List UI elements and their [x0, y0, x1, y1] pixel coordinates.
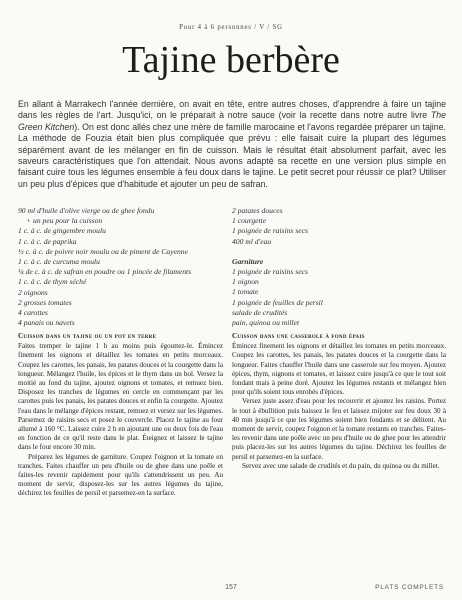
ingredients-list-right [232, 206, 446, 328]
garniture-heading: Garniture [232, 256, 264, 266]
ingredient-item: ½ c. à c. de poivre noir moulu ou de piment de Cayenne [18, 246, 188, 256]
ingredient-item: 1 c. à c. de thym séché [18, 277, 87, 287]
ingredient-item: 2 grosses tomates [18, 297, 72, 307]
method-tajine-paragraph: Préparez les légumes de garniture. Coupez l'oignon et la tomate en tranches. Faites chauffer un peu d'huile ou de ghee dans une poêle et faites-les revenir rapidement pour qu'ils s'attendrissent un peu. Au moment de servir, disposez-les sur les autres légumes du tajine, déchirez les feuilles de persil et parsemez-en la surface. [18, 452, 223, 498]
page-number: 157 [225, 584, 237, 591]
method-casserole-paragraph: Émincez finement les oignons et détaillez les tomates en petits morceaux. Coupez les carottes, les panais, les patates douces et la courgette dans la longueur. Faites chauffer l'huile dans une casserole sur feu moyen. Ajoutez épices, thym, oignons et tomates, et laissez cuire jusqu'à ce que le tout soit fondant mais à peine doré. Ajoutez les légumes restants et mélangez bien pour qu'ils soient tous enrobés d'épices. [232, 342, 446, 397]
ingredient-item: 1 poignée de raisins secs [232, 226, 308, 236]
ingredient-item: 1 courgette [232, 216, 267, 226]
ingredient-item: 400 ml d'eau [232, 236, 272, 246]
method-tajine [18, 332, 223, 499]
ingredient-item: 4 panais ou navets [18, 318, 75, 328]
method-tajine-heading: Cuisson dans un tajine ou un pot en terre [18, 332, 157, 340]
ingredient-item: 1 c. à c. de paprika [18, 236, 77, 246]
servings-meta: Pour 4 à 6 personnes / V / SG [179, 24, 283, 31]
ingredient-item: 4 carottes [18, 308, 48, 318]
method-casserole-heading: Cuisson dans une casserole à fond épais [232, 332, 365, 340]
intro-book-title: The Green Kitchen [18, 110, 446, 132]
ingredient-item: 2 patates douces [232, 206, 283, 215]
intro-text-part1: En allant à Marrakech l'année dernière, on avait en tête, entre autres choses, d'apprendre à faire un tajine dans les règles de l'art. Jusqu'ici, on le préparait à notre sauce (voir la recette dans notre autre livre [18, 99, 446, 121]
ingredient-item: 1 c. à c. de curcuma moulu [18, 257, 100, 267]
intro-text-part2: ). On est donc allés chez une mère de famille marocaine et l'avons regardée préparer un tajine. La méthode de Fouzia était bien plus compliquée que prévu : elle faisait cuire la plupart des légumes séparément avant de les mélanger en fin de cuisson. Mais le résultat était absolument parfait, avec les saveurs caractéristiques que l'on attendait. Nous avons adapté sa recette en une version plus simple en faisant cuire tous les légumes ensemble à feu doux dans le tajine. Le petit secret pour réussir ce plat? Utiliser un peu plus d'épices que d'habitude et ajouter un peu de safran. [18, 121, 446, 189]
garniture-item: 1 poignée de feuilles de persil [232, 297, 323, 307]
garniture-item: 1 oignon [232, 277, 259, 287]
method-casserole [232, 332, 446, 471]
recipe-title: Tajine berbère [122, 39, 340, 81]
garniture-item: 1 tomate [232, 287, 259, 297]
ingredient-item: 2 oignons [18, 287, 48, 297]
method-tajine-paragraph: Faites tremper le tajine 1 h au moins puis égouttez-le. Émincez finement les oignons et détaillez les tomates en petits morceaux. Coupez les carottes, les panais, les patates douces et la courgette dans la longueur. Mélangez l'huile, les épices et le thym dans un bol. Versez la moitié au fond du tajine, ajoutez oignons et tomates, et remuez bien. Disposez les tranches de légumes en cercle en commençant par les carottes puis les panais, les patates douces et enfin la courgette. Ajoutez l'eau dans le mélange d'épices restant, remuez et versez sur les légumes. Parsemez de raisins secs et posez le couvercle. Placez le tajine au four allumé à 160 °C. Laissez cuire 2 h en ajoutant une ou deux fois de l'eau en fonction de ce qu'il reste dans le plat. Éteignez et laissez le tajine dans le four encore 30 min. [18, 342, 223, 452]
ingredient-item: + un peu pour la cuisson [26, 216, 103, 226]
ingredients-list-left [18, 206, 223, 328]
ingredient-item: 90 ml d'huile d'olive vierge ou de ghee fondu [18, 206, 155, 215]
garniture-item: pain, quinoa ou millet [232, 318, 300, 328]
section-label: PLATS COMPLETS [375, 584, 444, 591]
garniture-item: salade de crudités [232, 307, 288, 317]
intro-paragraph [18, 99, 446, 190]
garniture-item: 1 poignée de raisins secs [232, 267, 308, 277]
ingredient-item: ¼ de c. à c. de safran en poudre ou 1 pincée de filaments [18, 267, 192, 277]
method-casserole-paragraph: Servez avec une salade de crudités et du pain, du quinoa ou du millet. [242, 461, 440, 470]
ingredient-item: 1 c. à c. de gingembre moulu [18, 226, 106, 236]
method-casserole-paragraph: Versez juste assez d'eau pour les recouvrir et ajoutez les raisins. Portez le tout à ébullition puis baissez le feu et laissez mijoter sur feu doux 30 à 40 min jusqu'à ce que les légumes soient bien fondants et se délitent. Au moment de servir, coupez l'oignon et la tomate restants en tranches. Faites-les revenir dans une poêle avec un peu d'huile ou de ghee pour les attendrir puis placez-les sur les autres légumes du tajine. Déchirez les feuilles de persil et parsemez-en la surface. [232, 397, 446, 461]
